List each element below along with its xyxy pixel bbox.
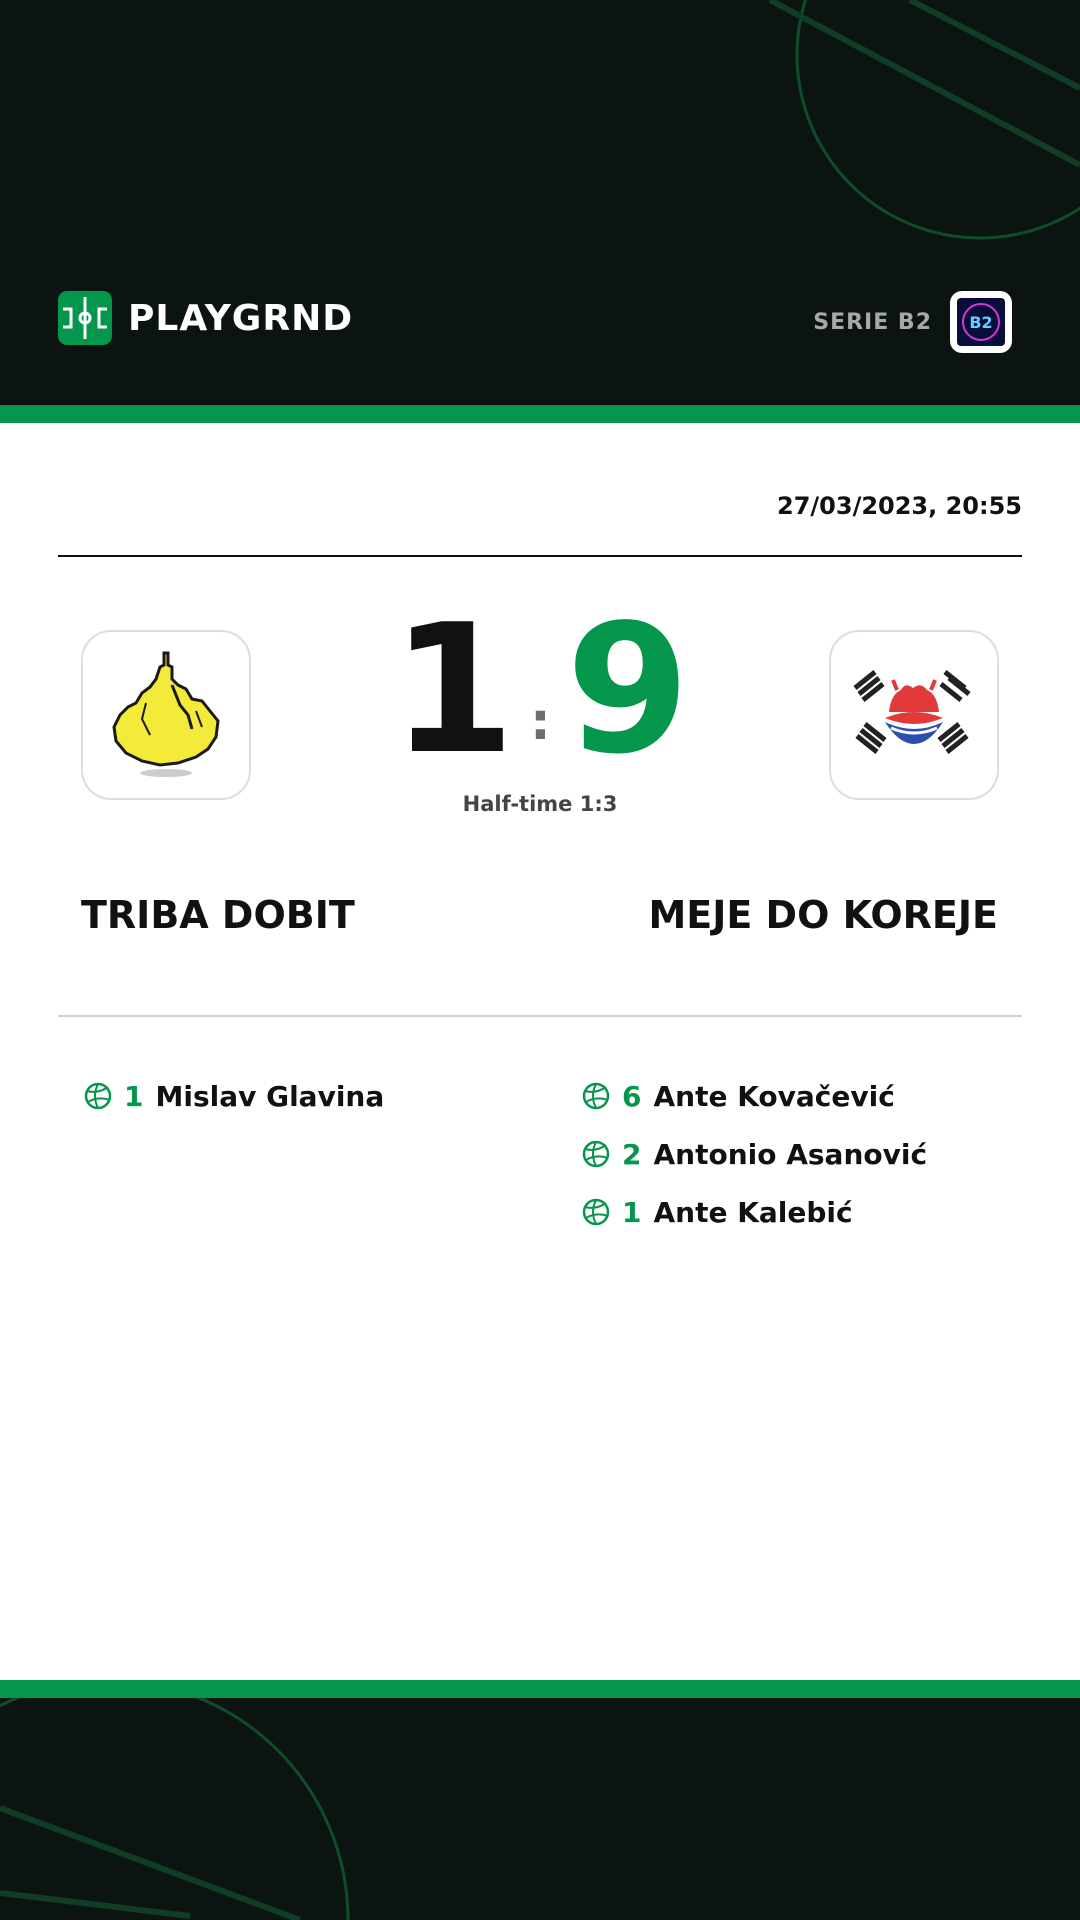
scorer-row[interactable] [582,1125,927,1183]
pitch-lines-decoration [0,1698,1080,1920]
player-name: Ante Kovačević [653,1079,895,1113]
home-scorers-list [84,1067,384,1125]
player-name: Antonio Asanović [653,1137,928,1171]
ball-icon [582,1198,610,1226]
ball-icon [582,1140,610,1168]
ball-icon [582,1082,610,1110]
home-team-logo[interactable] [81,630,251,800]
scorer-row[interactable] [582,1183,927,1241]
goal-count: 1 [124,1079,144,1113]
league-badge-text: B2 [969,313,993,332]
away-crest-image [849,660,979,770]
match-datetime: 27/03/2023, 20:55 [777,492,1022,520]
divider [58,1015,1022,1017]
league-badge [950,291,1012,353]
home-score: 1 [391,586,515,793]
accent-bar-top [0,405,1080,423]
player-name: Ante Kalebić [653,1195,853,1229]
home-crest-image [106,645,226,785]
brand-name: PLAYGRND [128,297,354,339]
league[interactable] [813,291,1012,353]
scorer-row[interactable] [582,1067,927,1125]
away-team-name[interactable]: MEJE DO KOREJE [648,893,998,937]
accent-bar-bottom [0,1680,1080,1698]
home-team-name[interactable]: TRIBA DOBIT [81,893,355,937]
goal-count: 6 [622,1079,642,1113]
league-logo [957,298,1005,346]
pitch-icon [58,291,112,345]
away-scorers-list [582,1067,927,1241]
player-name: Mislav Glavina [155,1079,385,1113]
score-separator: : [530,692,551,752]
divider [58,555,1022,557]
goal-count: 2 [622,1137,642,1171]
away-score: 9 [566,586,690,793]
scorer-row[interactable] [84,1067,384,1125]
halftime-score: Half-time 1:3 [462,792,618,816]
footer [0,1698,1080,1920]
league-name: SERIE B2 [813,309,932,335]
brand[interactable] [58,291,353,345]
scoreboard [340,586,740,793]
goal-count: 1 [622,1195,642,1229]
ball-icon [84,1082,112,1110]
header [0,0,1080,405]
away-team-logo[interactable] [829,630,999,800]
